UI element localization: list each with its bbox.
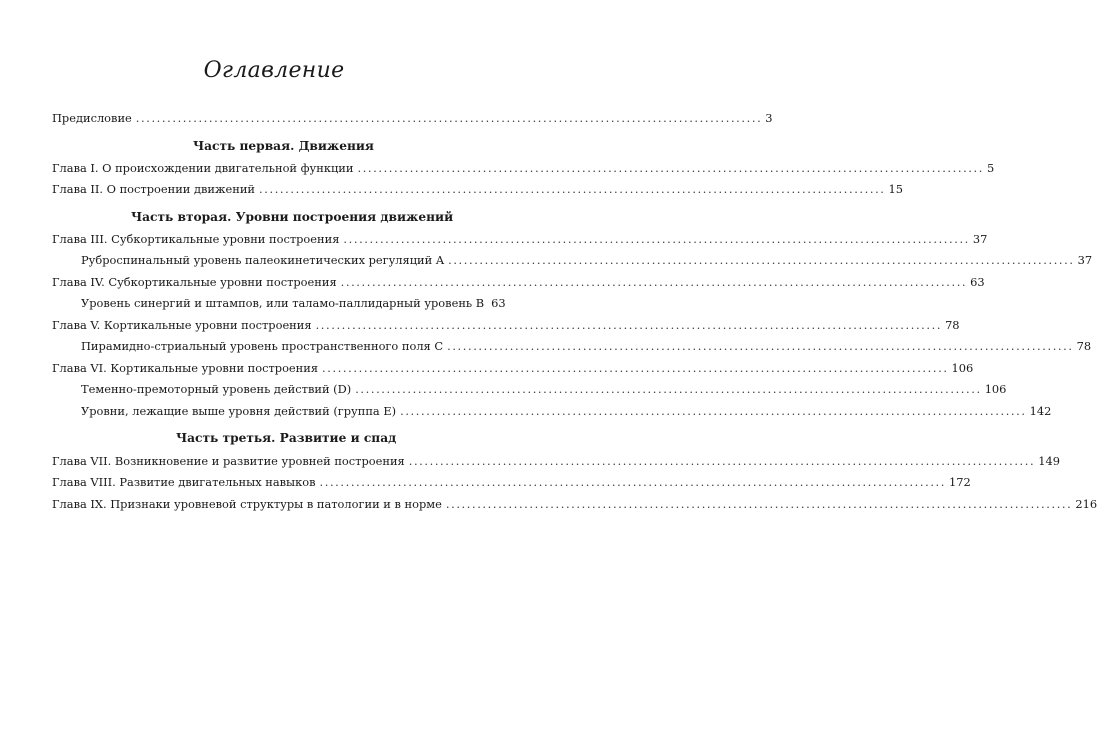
toc-entry-section[interactable]: [81, 382, 1007, 398]
toc-entry-preface[interactable]: [52, 111, 773, 127]
toc-entry-chapter[interactable]: [52, 182, 904, 198]
toc-leader-dots: ........................................................................................................................: [355, 382, 982, 396]
toc-entry-page: 216: [1075, 497, 1097, 511]
part-heading: Часть третья. Развитие и спад: [176, 431, 397, 445]
toc-entry-label: Уровни, лежащие выше уровня действий (группа E): [81, 404, 397, 418]
toc-leader-dots: ........................................................................................................................: [400, 404, 1027, 418]
toc-entry-label: Глава IX. Признаки уровневой структуры в патологии и в норме: [52, 497, 442, 511]
toc-entry-label: Теменно-премоторный уровень действий (D): [81, 382, 352, 396]
toc-entry-page: 63: [970, 275, 985, 289]
toc-entry-page: 3: [765, 111, 773, 125]
toc-entry-page: 78: [1076, 339, 1092, 353]
toc-leader-dots: ........................................................................................................................: [343, 232, 970, 246]
toc-entry-chapter[interactable]: [52, 475, 971, 491]
toc-entry-chapter[interactable]: [52, 161, 995, 177]
toc-entry-chapter[interactable]: [52, 232, 988, 248]
toc-entry-page: 106: [951, 361, 974, 375]
toc-entry-page: 106: [984, 382, 1007, 396]
toc-entry-page: 5: [986, 161, 995, 175]
toc-entry-chapter[interactable]: [52, 454, 1060, 470]
toc-entry-page: 149: [1038, 454, 1060, 468]
toc-entry-page: 15: [888, 182, 904, 196]
toc-leader-dots: ........................................................................................................................: [259, 182, 886, 196]
toc-entry-section[interactable]: [81, 404, 1052, 420]
part-heading: Часть первая. Движения: [193, 139, 374, 153]
toc-entry-label: Глава VII. Возникновение и развитие уровней построения: [52, 454, 405, 468]
toc-leader-dots: ........................................................................................................................: [315, 318, 943, 332]
toc-entry-label: Пирамидно-стриальный уровень пространственного поля C: [81, 339, 444, 353]
toc-leader-dots: ........................................................................................................................: [357, 161, 984, 175]
toc-entry-section[interactable]: [81, 296, 506, 312]
toc-leader-dots: ........................................................................................................................: [319, 475, 946, 489]
toc-entry-page: 172: [949, 475, 971, 489]
toc-entry-page: 37: [972, 232, 988, 246]
toc-entry-page: 142: [1029, 404, 1052, 418]
toc-entry-chapter[interactable]: [52, 361, 974, 377]
toc-entry-label: Глава V. Кортикальные уровни построения: [52, 318, 312, 332]
toc-leader-dots: ........................................................................................................................: [135, 111, 763, 125]
toc-entry-section[interactable]: [81, 339, 1092, 355]
toc-entry-page: 37: [1077, 253, 1093, 267]
toc-leader-dots: ........................................................................................................................: [322, 361, 949, 375]
toc-entry-label: Глава VIII. Развитие двигательных навыков: [52, 475, 316, 489]
part-heading: Часть вторая. Уровни построения движений: [131, 210, 454, 224]
toc-leader-dots: ........................................................................................................................: [408, 454, 1036, 468]
toc-entry-label: Глава I. О происхождении двигательной функции: [52, 161, 354, 175]
toc-entry-chapter[interactable]: [52, 275, 985, 291]
toc-leader-dots: ........................................................................................................................: [447, 339, 1074, 353]
toc-entry-page: 78: [945, 318, 960, 332]
toc-leader-dots: ........................................................................................................................: [445, 497, 1073, 511]
toc-entry-label: Руброспинальный уровень палеокинетических регуляций A: [81, 253, 445, 267]
toc-entry-page: 63: [491, 296, 506, 310]
toc-leader-dots: ........................................................................................................................: [340, 275, 968, 289]
toc-entry-label: Глава IV. Субкортикальные уровни построения: [52, 275, 337, 289]
toc-leader-dots: ........................................................................................................................: [448, 253, 1075, 267]
toc-entry-chapter[interactable]: [52, 497, 1097, 513]
toc-entry-label: Уровень синергий и штампов, или таламо-паллидарный уровень B: [81, 296, 485, 310]
toc-entry-label: Глава III. Субкортикальные уровни построения: [52, 232, 340, 246]
toc-entry-label: Глава VI. Кортикальные уровни построения: [52, 361, 319, 375]
toc-entry-label: Глава II. О построении движений: [52, 182, 256, 196]
toc-entry-chapter[interactable]: [52, 318, 960, 334]
page-title: Оглавление: [203, 58, 345, 83]
toc-entry-section[interactable]: [81, 253, 1093, 269]
toc-entry-label: Предисловие: [52, 111, 132, 125]
